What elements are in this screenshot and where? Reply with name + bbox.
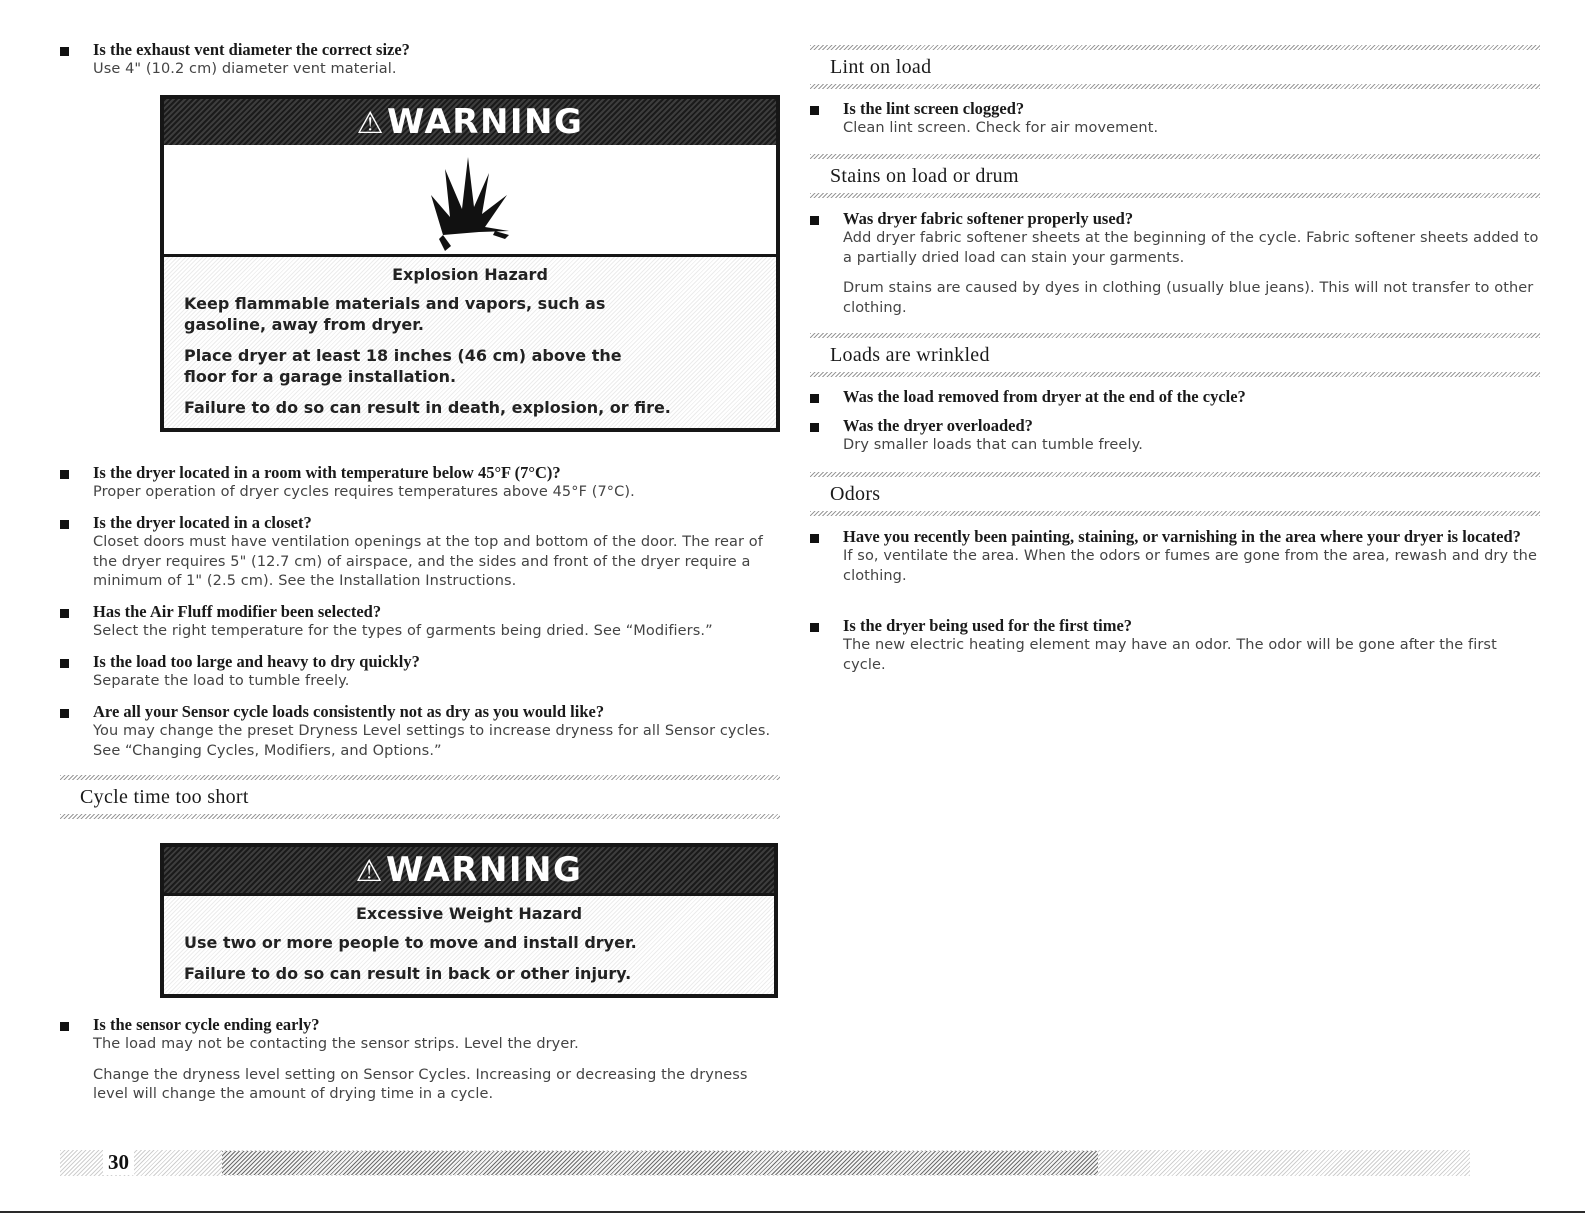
section-header [810, 45, 1540, 89]
bullet-icon [60, 609, 69, 618]
list-item [60, 463, 780, 503]
bullet-icon [60, 709, 69, 718]
question: Is the dryer being used for the first time? [843, 616, 1133, 635]
section-rule [810, 472, 1540, 477]
warning-line: Use two or more people to move and install dryer. [184, 933, 637, 952]
warning-icon-area [164, 145, 776, 257]
answer: You may change the preset Dryness Level settings to increase dryness for all Sensor cycles. See “Changing Cycles, Modifiers, and Options.” [93, 723, 771, 759]
hazard-title: Excessive Weight Hazard [355, 904, 583, 923]
question: Was the dryer overloaded? [843, 416, 1033, 435]
bullet-icon [810, 623, 819, 632]
answer: Change the dryness level setting on Sensor Cycles. Increasing or decreasing the dryness level will change the amount of drying time in a cycle. [93, 1066, 748, 1102]
answer: Clean lint screen. Check for air movement. [843, 120, 1159, 136]
list-item [60, 602, 780, 642]
question: Is the load too large and heavy to dry quickly? [93, 652, 420, 671]
bullet-icon [810, 394, 819, 403]
section-title: Lint on load [830, 56, 932, 78]
bullet-icon [60, 47, 69, 56]
warning-line: Failure to do so can result in death, explosion, or fire. [184, 398, 671, 417]
question: Is the dryer located in a room with temperature below 45°F (7°C)? [93, 463, 561, 482]
question: Is the exhaust vent diameter the correct size? [93, 40, 410, 59]
section-rule [810, 333, 1540, 338]
section-rule [810, 193, 1540, 198]
list-item [60, 702, 780, 761]
section-title: Loads are wrinkled [830, 344, 990, 366]
list-item [810, 209, 1540, 318]
section-rule [60, 775, 780, 780]
warning-body [164, 257, 776, 428]
list-item [810, 616, 1540, 675]
section-title: Odors [830, 483, 881, 505]
section-rule [810, 154, 1540, 159]
bullet-icon [60, 520, 69, 529]
weight-warning-box [160, 843, 778, 998]
question: Is the lint screen clogged? [843, 99, 1025, 118]
answer: Add dryer fabric softener sheets at the beginning of the cycle. Fabric softener sheets added to a partially dried load can stain your garments. [843, 230, 1539, 266]
list-item [810, 99, 1540, 139]
answer: Use 4" (10.2 cm) diameter vent material. [93, 61, 397, 77]
answer: Separate the load to tumble freely. [93, 673, 350, 689]
warning-line: Place dryer at least 18 inches (46 cm) above the floor for a garage installation. [184, 346, 622, 386]
footer-band-dark [222, 1151, 1098, 1175]
explosion-icon [425, 151, 515, 251]
hazard-title: Explosion Hazard [392, 265, 548, 284]
bullet-icon [810, 534, 819, 543]
question: Has the Air Fluff modifier been selected? [93, 602, 382, 621]
section-rule [60, 814, 780, 819]
section-header [810, 333, 1540, 377]
answer: Drum stains are caused by dyes in clothing (usually blue jeans). This will not transfer to other clothing. [843, 280, 1534, 316]
explosion-warning-box [160, 95, 780, 432]
bullet-icon [810, 423, 819, 432]
question: Are all your Sensor cycle loads consistently not as dry as you would like? [93, 702, 605, 721]
warning-banner-text: WARNING [386, 102, 584, 142]
list-item [60, 1015, 780, 1105]
bullet-icon [810, 106, 819, 115]
question: Was the load removed from dryer at the end of the cycle? [843, 387, 1246, 406]
list-item [60, 40, 780, 80]
list-item [810, 416, 1540, 456]
section-rule [810, 372, 1540, 377]
bullet-icon [60, 470, 69, 479]
question: Is the dryer located in a closet? [93, 513, 312, 532]
page-bottom-rule [0, 1211, 1585, 1213]
answer: The new electric heating element may have an odor. The odor will be gone after the first cycle. [843, 637, 1497, 673]
answer: Closet doors must have ventilation openings at the top and bottom of the door. The rear of the dryer requires 5" (12.7 cm) of airspace, and the sides and front of the dryer require a minimum of 1" (2.5 cm). See the Installation Instructions. [93, 534, 763, 589]
section-title: Stains on load or drum [830, 165, 1019, 187]
answer: The load may not be contacting the sensor strips. Level the dryer. [93, 1036, 579, 1052]
section-rule [810, 45, 1540, 50]
page-number: 30 [103, 1150, 134, 1175]
bullet-icon [60, 1022, 69, 1031]
warning-triangle-icon: ⚠ [355, 854, 384, 889]
answer: If so, ventilate the area. When the odors or fumes are gone from the area, rewash and dry the clothing. [843, 548, 1537, 584]
list-item [810, 387, 1540, 407]
question: Have you recently been painting, staining, or varnishing in the area where your dryer is located? [843, 527, 1521, 546]
warning-body [164, 893, 774, 994]
answer: Dry smaller loads that can tumble freely. [843, 437, 1143, 453]
warning-line: Failure to do so can result in back or other injury. [184, 964, 632, 983]
section-rule [810, 84, 1540, 89]
question: Was dryer fabric softener properly used? [843, 209, 1134, 228]
list-item [60, 513, 780, 592]
answer: Proper operation of dryer cycles requires temperatures above 45°F (7°C). [93, 484, 635, 500]
question: Is the sensor cycle ending early? [93, 1015, 320, 1034]
warning-line: Keep flammable materials and vapors, such as gasoline, away from dryer. [184, 294, 606, 334]
section-title: Cycle time too short [80, 786, 249, 808]
section-rule [810, 511, 1540, 516]
warning-triangle-icon: ⚠ [356, 106, 385, 141]
section-header [60, 775, 780, 819]
bullet-icon [60, 659, 69, 668]
answer: Select the right temperature for the types of garments being dried. See “Modifiers.” [93, 623, 713, 639]
section-header [810, 154, 1540, 198]
warning-banner-text: WARNING [385, 850, 583, 890]
section-header [810, 472, 1540, 516]
warning-banner [164, 847, 774, 893]
list-item [810, 527, 1540, 586]
bullet-icon [810, 216, 819, 225]
list-item [60, 652, 780, 692]
warning-banner [164, 99, 776, 145]
